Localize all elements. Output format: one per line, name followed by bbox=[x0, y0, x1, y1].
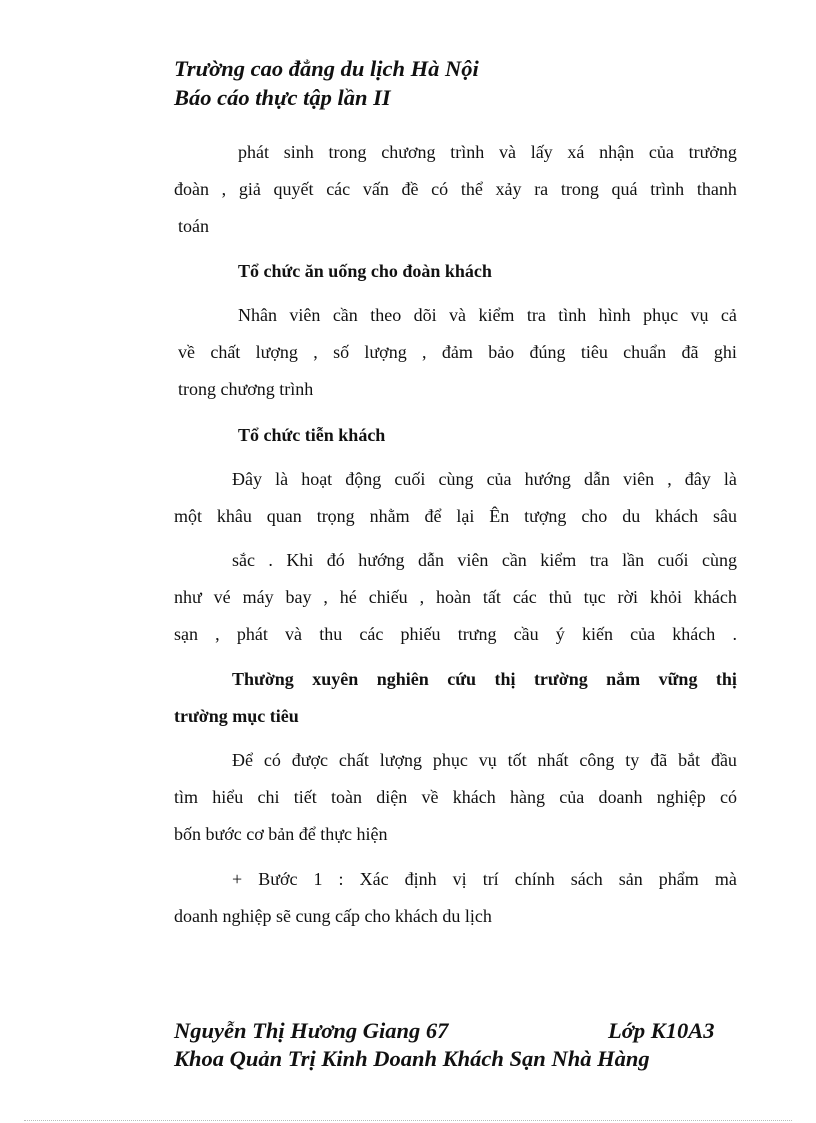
school-name: Trường cao đẳng du lịch Hà Nội bbox=[174, 56, 479, 81]
paragraph-5-line-1: + Bước 1 : Xác định vị trí chính sách sản phẩm mà bbox=[232, 869, 737, 889]
paragraph-3-line-2: một khâu quan trọng nhằm để lại Ên tượng cho du khách sâu bbox=[174, 506, 737, 526]
footer-faculty: Khoa Quản Trị Kinh Doanh Khách Sạn Nhà Hàng bbox=[174, 1046, 650, 1071]
paragraph-4-line-3: bốn bước cơ bản để thực hiện bbox=[174, 824, 388, 844]
paragraph-5-line-2: doanh nghiệp sẽ cung cấp cho khách du lịch bbox=[174, 906, 492, 926]
paragraph-1-line-3: toán bbox=[178, 216, 209, 236]
paragraph-2-line-3: trong chương trình bbox=[178, 379, 314, 399]
footer-author-page: Nguyễn Thị Hương Giang 67 bbox=[174, 1018, 449, 1043]
page-footer bbox=[174, 1017, 754, 1073]
paragraph-1-line-2: đoàn , giả quyết các vấn đề có thể xảy ra trong quá trình thanh bbox=[174, 179, 737, 199]
footer-class: Lớp K10A3 bbox=[608, 1018, 715, 1043]
section-heading-farewell: Tổ chức tiễn khách bbox=[238, 425, 386, 445]
page-header bbox=[174, 54, 479, 112]
paragraph-2-line-1: Nhân viên cần theo dõi và kiểm tra tình hình phục vụ cả bbox=[238, 305, 737, 325]
section-heading-market-line-2: trường mục tiêu bbox=[174, 706, 299, 726]
paragraph-4-line-2: tìm hiểu chi tiết toàn diện về khách hàng của doanh nghiệp có bbox=[174, 787, 737, 807]
paragraph-1-line-1: phát sinh trong chương trình và lấy xá nhận của trưởng bbox=[238, 142, 737, 162]
paragraph-3-line-4: như vé máy bay , hé chiếu , hoàn tất các thủ tục rời khỏi khách bbox=[174, 587, 737, 607]
paragraph-4-line-1: Để có được chất lượng phục vụ tốt nhất công ty đã bắt đầu bbox=[232, 750, 737, 770]
section-heading-market-line-1: Thường xuyên nghiên cứu thị trường nắm vững thị bbox=[232, 669, 737, 689]
paragraph-3-line-1: Đây là hoạt động cuối cùng của hướng dẫn viên , đây là bbox=[232, 469, 737, 489]
paragraph-3-line-3: sắc . Khi đó hướng dẫn viên cần kiểm tra lần cuối cùng bbox=[232, 550, 737, 570]
paragraph-2-line-2: về chất lượng , số lượng , đảm bảo đúng tiêu chuẩn đã ghi bbox=[178, 342, 737, 362]
section-heading-meals: Tổ chức ăn uống cho đoàn khách bbox=[238, 261, 492, 281]
page-bottom-divider bbox=[24, 1120, 792, 1121]
paragraph-3-line-5: sạn , phát và thu các phiếu trưng cầu ý kiến của khách . bbox=[174, 624, 737, 644]
report-title: Báo cáo thực tập lần II bbox=[174, 85, 391, 110]
